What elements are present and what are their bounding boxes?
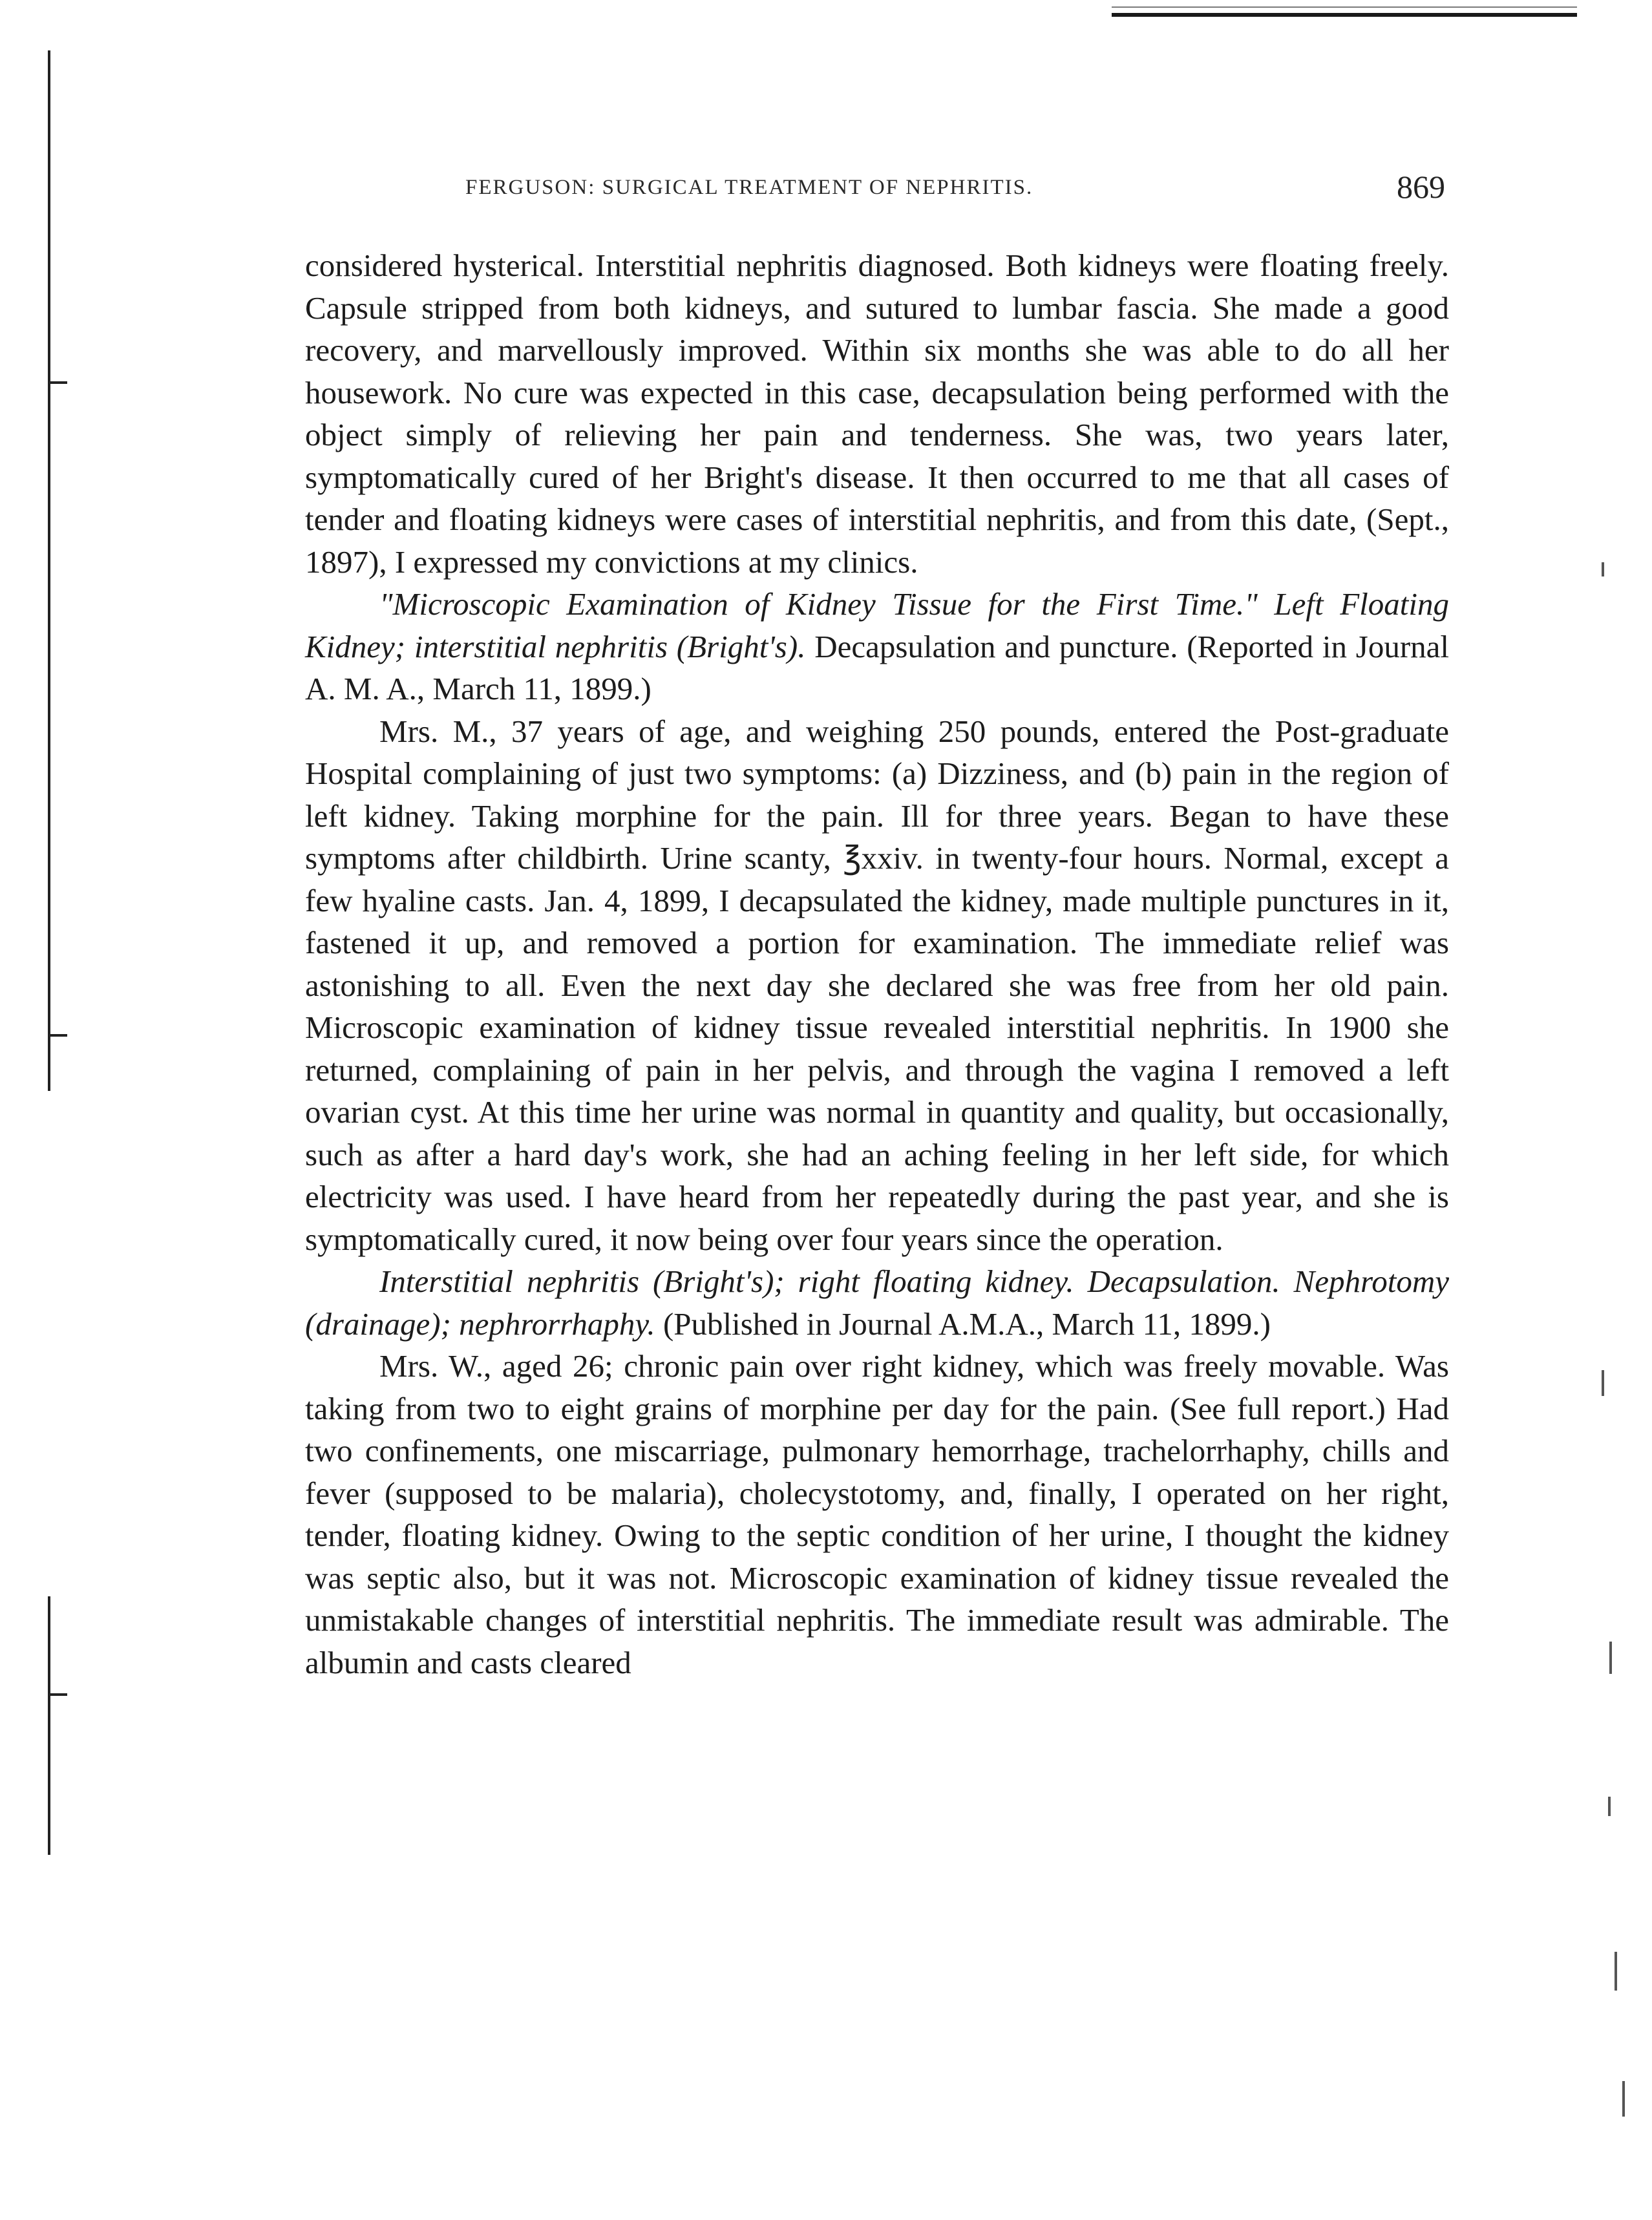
scan-speck	[1609, 1642, 1612, 1674]
scan-speck	[1615, 1952, 1617, 1991]
margin-tick	[48, 1693, 67, 1696]
scan-speck	[1602, 562, 1604, 576]
case-2-heading-plain: (Published in Journal A.M.A., March 11, 1899.)	[662, 1306, 1271, 1342]
left-margin-line	[48, 50, 50, 1091]
case-2-body: Mrs. W., aged 26; chronic pain over right kidney, which was freely movable. Was taking from two to eight grains of morphine per day for the pain. (See full report.) Had two confinements, one miscarriage, pulmonary hemorrhage, trachelorrhaphy, chills and fever (supposed to be malaria), cholecystotomy, and, finally, I operated on her right, tender, floating kidney. Owing to the septic condition of her urine, I thought the kidney was septic also, but it was not. Microscopic examination of kidney tissue revealed the unmistakable changes of interstitial nephritis. The immediate result was admirable. The albumin and casts cleared	[305, 1348, 1449, 1680]
case-1-heading-italic: "Microscopic Examination of Kidney Tissue for the First Time." Left Floating Kidney; interstitial nephritis (Bright's).	[305, 586, 1449, 664]
running-header: FERGUSON: SURGICAL TREATMENT OF NEPHRITIS.	[465, 176, 1033, 199]
page-number: 869	[1397, 169, 1445, 205]
case-2-heading-italic: Interstitial nephritis (Bright's); right floating kidney. Decapsulation. Nephrotomy (drainage); nephrorrhaphy.	[305, 1263, 1449, 1342]
scan-speck	[1602, 1370, 1604, 1396]
top-decorative-rule	[1112, 13, 1577, 17]
margin-tick	[48, 381, 67, 384]
case-2-heading	[305, 1260, 1449, 1345]
paragraph-continued: considered hysterical. Interstitial nephritis diagnosed. Both kidneys were floating freely. Capsule stripped from both kidneys, and sutured to lumbar fascia. She made a good recovery, and marvellously improved. Within six months she was able to do all her housework. No cure was expected in this case, decapsulation being performed with the object simply of relieving her pain and tenderness. She was, two years later, symptomatically cured of her Bright's disease. It then occurred to me that all cases of tender and floating kidneys were cases of interstitial nephritis, and from this date, (Sept., 1897), I expressed my convictions at my clinics.	[305, 248, 1449, 580]
case-1-body: Mrs. M., 37 years of age, and weighing 250 pounds, entered the Post-graduate Hospital complaining of just two symptoms: (a) Dizziness, and (b) pain in the region of left kidney. Taking morphine for the pain. Ill for three years. Began to have these symptoms after childbirth. Urine scanty, ℥xxiv. in twenty-four hours. Normal, except a few hyaline casts. Jan. 4, 1899, I decapsulated the kidney, made multiple punctures in it, fastened it up, and removed a portion for examination. The immediate relief was astonishing to all. Even the next day she declared she was free from her old pain. Microscopic examination of kidney tissue revealed interstitial nephritis. In 1900 she returned, complaining of pain in her pelvis, and through the vagina I removed a left ovarian cyst. At this time her urine was normal in quantity and quality, but occasionally, such as after a hard day's work, she had an aching feeling in her left side, for which electricity was used. I have heard from her repeatedly during the past year, and she is symptomatically cured, it now being over four years since the operation.	[305, 713, 1449, 1257]
scan-speck	[1622, 2081, 1625, 2117]
left-margin-line-lower	[48, 1596, 50, 1855]
scan-speck	[1608, 1797, 1611, 1816]
article-body	[305, 244, 1449, 1684]
case-1-heading-plain: Decapsulation and puncture. (Reported in Journal A. M. A., March 11, 1899.)	[305, 628, 1450, 706]
margin-tick	[48, 1034, 67, 1037]
top-decorative-rule-thin	[1112, 6, 1577, 8]
case-1-heading	[305, 583, 1449, 710]
